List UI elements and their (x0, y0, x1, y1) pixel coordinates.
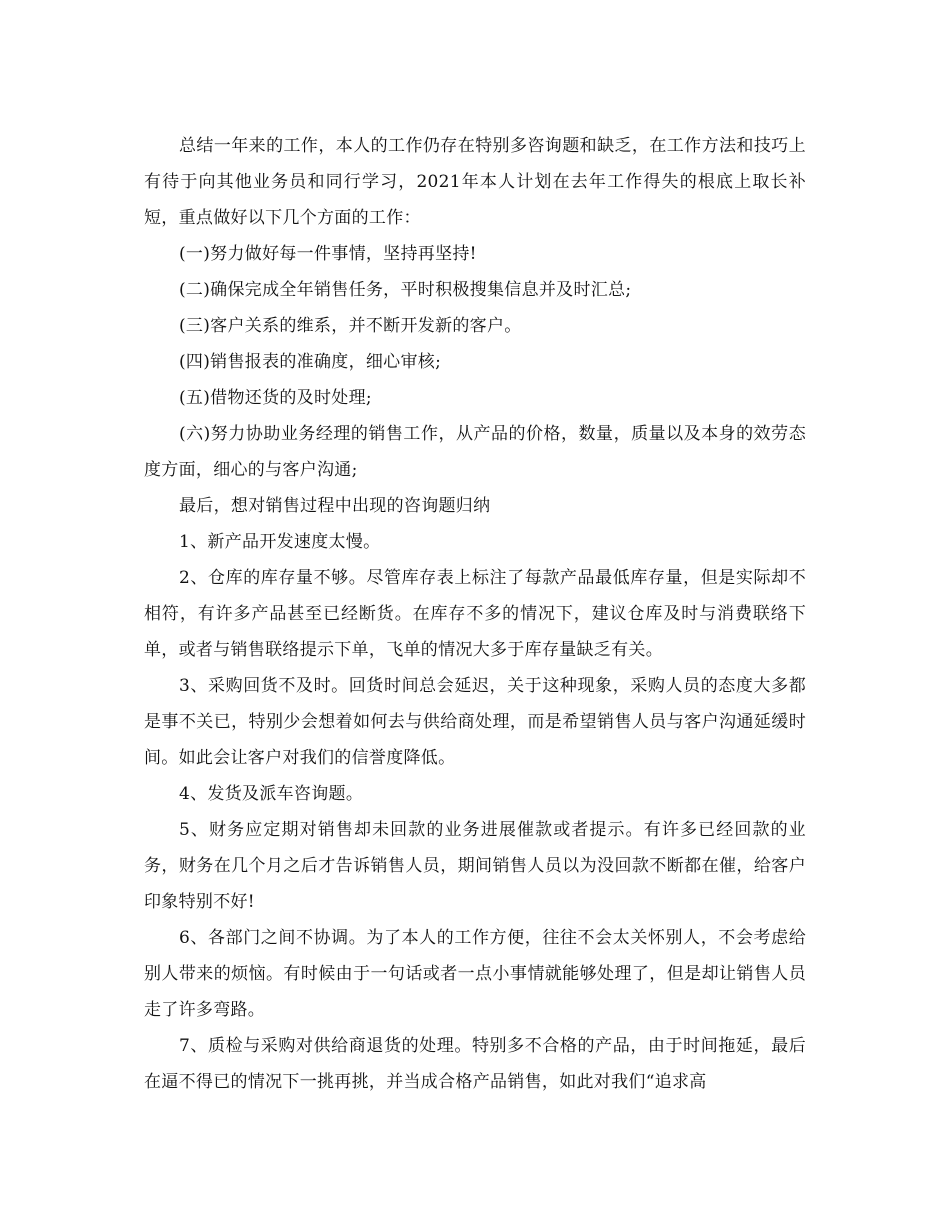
paragraph-item-5: (五)借物还货的及时处理; (179, 388, 372, 408)
paragraph-problem-1: 1、新产品开发速度太慢。 (179, 532, 381, 552)
paragraph-problem-4: 4、发货及派车咨询题。 (179, 784, 364, 804)
paragraph-item-3: (三)客户关系的维系，并不断开发新的客户。 (179, 316, 522, 336)
paragraph-item-1: (一)努力做好每一件事情，坚持再坚持! (179, 244, 477, 264)
paragraph-problem-6: 6、各部门之间不协调。为了本人的工作方便，往往不会太关怀别人，不会考虑给别人带来的烦恼。有时候由于一句话或者一点小事情就能够处理了，但是却让销售人员走了许多弯路。 (144, 928, 806, 1020)
paragraph-problem-5: 5、财务应定期对销售却未回款的业务进展催款或者提示。有许多已经回款的业务，财务在几个月之后才告诉销售人员，期间销售人员以为没回款不断都在催，给客户印象特别不好! (144, 820, 806, 912)
paragraph-problems-intro: 最后，想对销售过程中出现的咨询题归纳 (179, 496, 491, 516)
document-body (144, 128, 806, 1100)
paragraph-item-4: (四)销售报表的准确度，细心审核; (179, 352, 442, 372)
paragraph-problem-7: 7、质检与采购对供给商退货的处理。特别多不合格的产品，由于时间拖延，最后在逼不得已的情况下一挑再挑，并当成合格产品销售，如此对我们“追求高 (144, 1036, 806, 1092)
paragraph-problem-3: 3、采购回货不及时。回货时间总会延迟，关于这种现象，采购人员的态度大多都是事不关已，特别少会想着如何去与供给商处理，而是希望销售人员与客户沟通延缓时间。如此会让客户对我们的信誉度降低。 (144, 676, 806, 768)
paragraph-item-2: (二)确保完成全年销售任务，平时积极搜集信息并及时汇总; (179, 280, 632, 300)
paragraph-problem-2: 2、仓库的库存量不够。尽管库存表上标注了每款产品最低库存量，但是实际却不相符，有许多产品甚至已经断货。在库存不多的情况下，建议仓库及时与消费联络下单，或者与销售联络提示下单，飞单的情况大多于库存量缺乏有关。 (144, 568, 806, 660)
paragraph-item-6: (六)努力协助业务经理的销售工作，从产品的价格，数量，质量以及本身的效劳态度方面，细心的与客户沟通; (144, 424, 806, 480)
paragraph-summary: 总结一年来的工作，本人的工作仍存在特别多咨询题和缺乏，在工作方法和技巧上有待于向其他业务员和同行学习，2021年本人计划在去年工作得失的根底上取长补短，重点做好以下几个方面的工作： (144, 136, 806, 228)
